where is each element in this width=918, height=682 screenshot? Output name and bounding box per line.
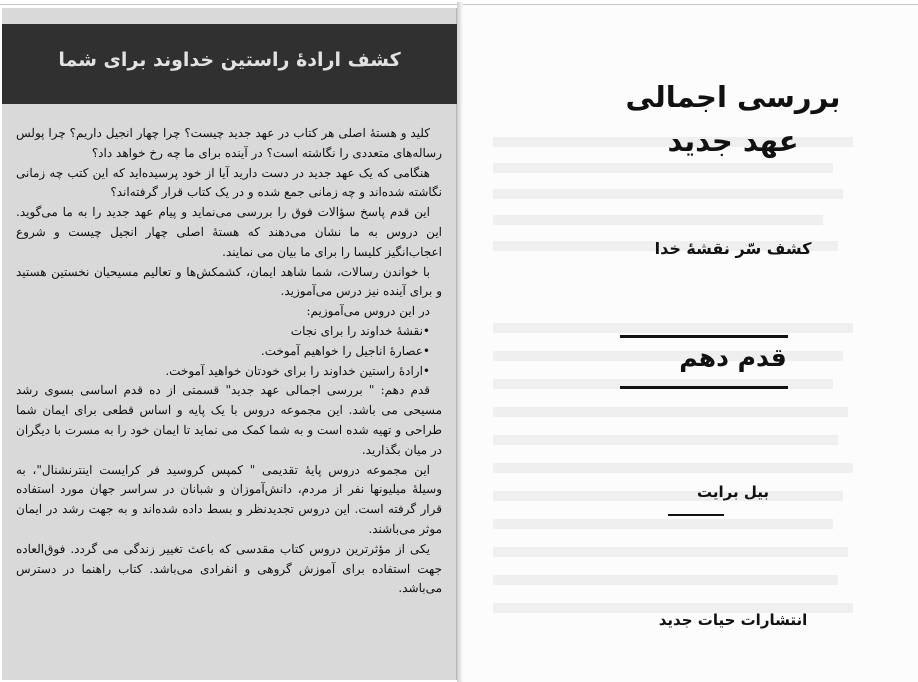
step-label: قدم دهم	[679, 343, 787, 372]
list-item: • نقشهٔ خداوند را برای نجات	[16, 322, 430, 342]
list-item: • عصارهٔ اناجیل را خواهیم آموخت.	[16, 342, 430, 362]
back-cover-page	[2, 8, 457, 680]
paragraph: این قدم پاسخ سؤالات فوق را بررسی می‌نماید و پیام عهد جدید را به ما می‌گوید. این دروس به ما نشان می‌دهند که هستهٔ اصلی چهار انجیل چیست و شروع اعجاب‌انگیز کلیسا را برای ما بیان می نمایند.	[16, 205, 442, 259]
paragraph: قدم دهم: " بررسی اجمالی عهد جدید" قسمتی از ده قدم اساسی بسوی رشد مسیحی می باشد. این مجموعه دروس با یک پایه و اساس قطعی برای ایمان شما طراحی و تهیه شده است و به شما کمک می نماید تا ایمان خود را به مسرت با دیگران در میان بگذارید.	[16, 383, 442, 457]
list-item: • ارادهٔ راستین خداوند را برای خودتان خواهید آموخت.	[16, 362, 430, 382]
paragraph: یکی از مؤثرترین دروس کتاب مقدسی که باعث تغییر زندگی می گردد. فوق‌العاده جهت استفاده برای آموزش گروهی و انفرادی می‌باشد. کتاب راهنما در دسترس می‌باشد.	[16, 541, 442, 596]
title-line-1: بررسی اجمالی	[625, 80, 841, 114]
paragraph: در این دروس می‌آموزیم:	[306, 304, 430, 319]
publisher-name: انتشارات حیات جدید	[658, 611, 808, 629]
divider-rule	[620, 335, 788, 338]
paragraph: این مجموعه دروس پایهٔ تقدیمی " کمپس کروسید فر کرایست اینترنشنال"، به وسیلهٔ میلیونها نفر از مردم، دانش‌آموزان و شبانان در سراسر جهان مورد استفاده قرار گرفته است. این دروس تجدیدنظر و بسط داده شده‌اند و به جهت رشد در ایمان موثر می‌باشند.	[16, 462, 442, 536]
title-page	[463, 5, 918, 682]
paragraph: کلید و هستهٔ اصلی هر کتاب در عهد جدید چیست؟ چرا چهار انجیل داریم؟ چرا پولس رساله‌های متعددی را نگاشته است؟ در آینده برای ما چه رخ خواهد داد؟	[16, 126, 442, 160]
title-line-2: عهد جدید	[667, 124, 799, 158]
back-cover-text	[16, 124, 442, 599]
paragraph: با خواندن رسالات، شما شاهد ایمان، کشمکش‌ها و تعالیم مسیحیان نخستین هستید و برای آینده نیز درس می‌آموزید.	[16, 264, 442, 299]
book-subtitle: کشف سّر نقشهٔ خدا	[654, 239, 812, 258]
author-underline	[668, 514, 724, 516]
author-name: بیل برایت	[697, 483, 769, 501]
banner-title: کشف ارادهٔ راستین خداوند برای شما	[58, 49, 401, 71]
divider-rule	[620, 386, 788, 389]
paragraph: هنگامی که یک عهد جدید در دست دارید آیا از خود پرسیده‌اید که این کتب چه زمانی نگاشته شده‌اند و چه زمانی جمع شده و در یک کتاب قرار گرفته‌اند؟	[16, 165, 442, 200]
title-banner	[2, 24, 457, 104]
bullet-list	[16, 322, 442, 381]
book-title	[583, 75, 883, 163]
